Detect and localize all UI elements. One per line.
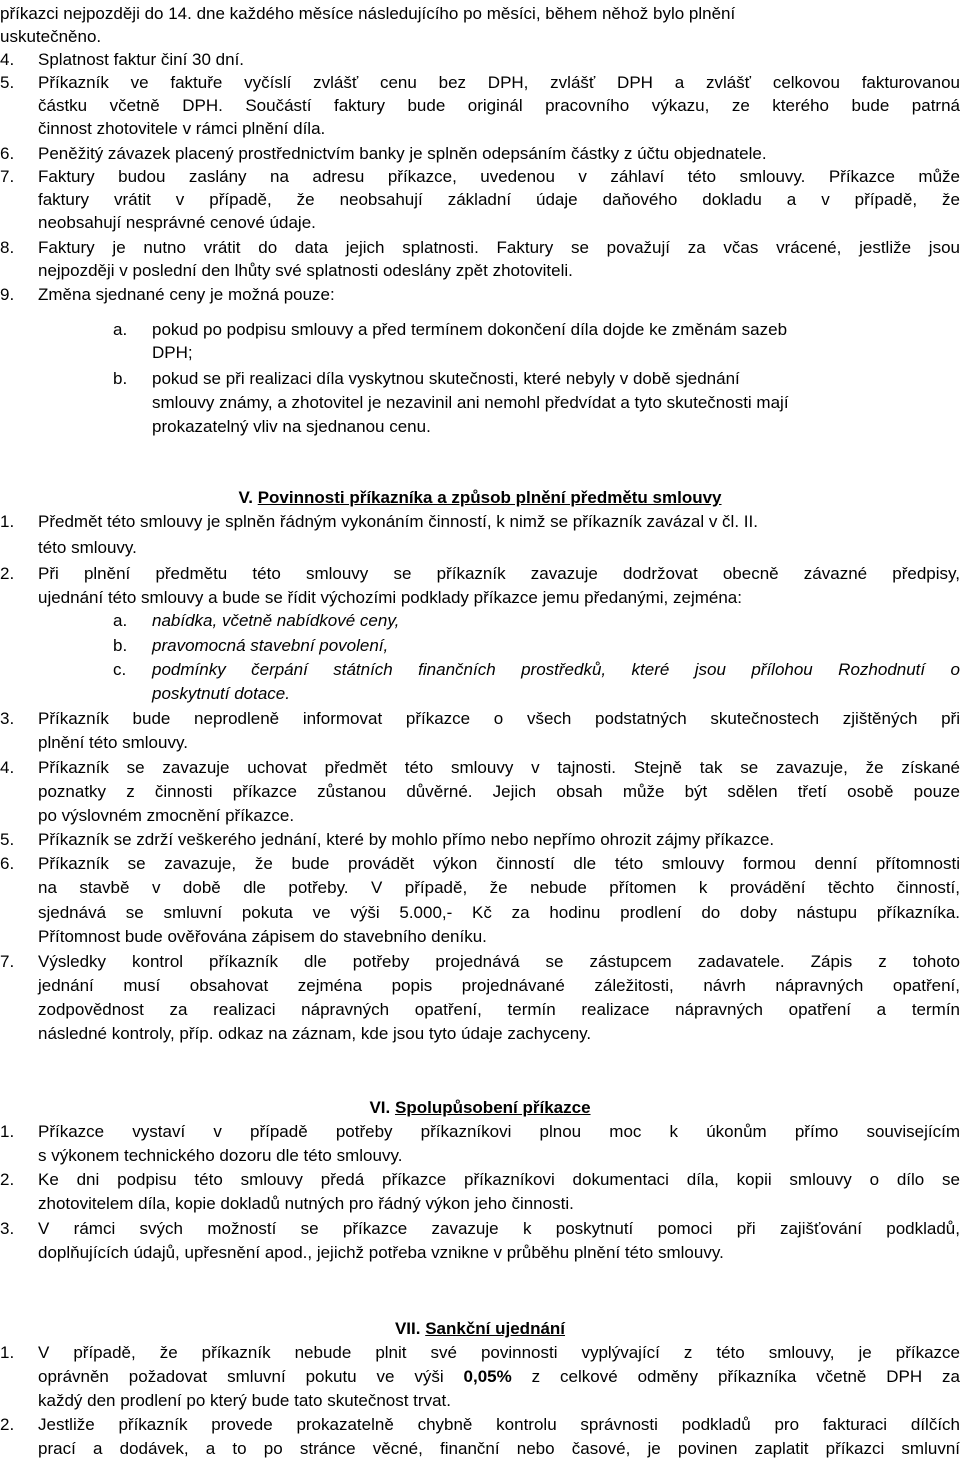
text-line: oprávněn požadovat smluvní pokutu ve výši 0,05% z celkové odměny příkazníka včetně DPH za: [38, 1367, 960, 1386]
sub-list-item: b. pravomocná stavební povolení,: [113, 636, 389, 655]
text-line: ujednání této smlouvy a bude se řídit výchozími podklady příkazce jemu předanými, zejména:: [38, 588, 742, 607]
text-line: Přítomnost bude ověřována zápisem do stavebního deníku.: [38, 927, 487, 946]
text-line: poznatky z činnosti příkazce zůstanou důvěrné. Jejich obsah může být sdělen třetí osobě pouze: [38, 782, 960, 801]
text-line: faktury vrátit v případě, že neobsahují základní údaje daňového dokladu a v případě, že: [38, 190, 960, 209]
text-line: nejpozději v poslední den lhůty své splatnosti odeslány zpět zhotoviteli.: [38, 261, 573, 280]
list-item: 8. Faktury je nutno vrátit do data jejich splatnosti. Faktury se považují za včas vrácené, jestliže jsou: [0, 238, 960, 257]
text-line: této smlouvy.: [38, 538, 137, 557]
text-line: jednání musí obsahovat zejména popis projednávané záležitosti, návrh nápravných opatření,: [38, 976, 960, 995]
text-line: každý den prodlení po který bude tato skutečnost trvat.: [38, 1391, 451, 1410]
text-line: prací a dodávek, a to po stránce věcné, finanční nebo časové, je povinen zaplatit příkazci smluvní: [38, 1439, 960, 1458]
list-item: 6. Peněžitý závazek placený prostřednictvím banky je splněn odepsáním částky z účtu objednatele.: [0, 144, 767, 163]
text-line: na stavbě v době dle potřeby. V případě, že nebude přítomen k provádění těchto činností,: [38, 878, 960, 897]
list-item: 2. Při plnění předmětu této smlouvy se příkazník zavazuje dodržovat obecně závazné předpisy,: [0, 564, 960, 583]
text-line: s výkonem technického dozoru dle této smlouvy.: [38, 1146, 403, 1165]
list-item: 4. Příkazník se zavazuje uchovat předmět této smlouvy v tajnosti. Stejně tak se zavazuje, že získané: [0, 758, 960, 777]
section-title: Spolupůsobení příkazce: [394, 1098, 591, 1117]
text-line: prokazatelný vliv na sjednanou cenu.: [152, 417, 431, 436]
list-item: 5. Příkazník ve faktuře vyčíslí zvlášť cenu bez DPH, zvlášť DPH a zvlášť celkovou fakturovanou: [0, 73, 960, 92]
sub-list-item: a. pokud po podpisu smlouvy a před termínem dokončení díla dojde ke změnám sazeb: [113, 320, 788, 339]
text-line: smlouvy známy, a zhotovitel je nezavinil ani nemohl předvídat a tyto skutečnosti mají: [152, 393, 789, 412]
text-line: činnost zhotovitele v rámci plnění díla.: [38, 119, 326, 138]
list-item: 1. Příkazce vystaví v případě potřeby příkazníkovi plnou moc k úkonům přímo souvisejícím: [0, 1122, 960, 1141]
list-item: 9. Změna sjednané ceny je možná pouze:: [0, 285, 335, 304]
text-line: neobsahují nesprávné cenové údaje.: [38, 213, 316, 232]
text-line: uskutečněno.: [0, 27, 102, 46]
list-item: 3. V rámci svých možností se příkazce zavazuje k poskytnutí pomoci při zajišťování podkladů,: [0, 1219, 960, 1238]
list-item: 7. Výsledky kontrol příkazník dle potřeby projednává se zástupcem zadavatele. Zápis z tohoto: [0, 952, 960, 971]
section-number: V.: [238, 488, 258, 507]
section-number: VII.: [394, 1319, 426, 1338]
sub-list-item: b. pokud se při realizaci díla vyskytnou skutečnosti, které nebyly v době sjednání: [113, 369, 740, 388]
text-line: DPH;: [152, 343, 193, 362]
text-line: plnění této smlouvy.: [38, 733, 188, 752]
list-item: 5. Příkazník se zdrží veškerého jednání, které by mohlo přímo nebo nepřímo ohrozit zájmy příkazce.: [0, 830, 775, 849]
section-heading: [0, 486, 960, 510]
text-line: poskytnutí dotace.: [152, 684, 290, 703]
text-line: příkazci nejpozději do 14. dne každého měsíce následujícího po měsíci, během něhož bylo plnění: [0, 4, 736, 23]
text-line: zodpovědnost za realizaci nápravných opatření, termín realizace nápravných opatření a termín: [38, 1000, 960, 1019]
list-item: 6. Příkazník se zavazuje, že bude provádět výkon činností dle této smlouvy formou denní přítomnosti: [0, 854, 960, 873]
section-heading: [0, 1096, 960, 1120]
text-line: po výslovném zmocnění příkazce.: [38, 806, 295, 825]
list-item: 4. Splatnost faktur činí 30 dní.: [0, 50, 245, 69]
section-number: VI.: [369, 1098, 395, 1117]
text-line: následné kontroly, příp. odkaz na záznam, kde jsou tyto údaje zachyceny.: [38, 1024, 592, 1043]
list-item: 7. Faktury budou zaslány na adresu příkazce, uvedenou v záhlaví této smlouvy. Příkazce může: [0, 167, 960, 186]
sub-list-item: a. nabídka, včetně nabídkové ceny,: [113, 611, 400, 630]
text-line: částku včetně DPH. Součástí faktury bude originál pracovního výkazu, ze kterého bude patrná: [38, 96, 960, 115]
penalty-rate: 0,05%: [463, 1367, 512, 1386]
section-heading: [0, 1317, 960, 1341]
text-line: sjednává se smluvní pokuta ve výši 5.000,- Kč za hodinu prodlení do doby nástupu příkazníka.: [38, 903, 960, 922]
list-item: 3. Příkazník bude neprodleně informovat příkazce o všech podstatných skutečnostech zjištěných při: [0, 709, 960, 728]
text-line: doplňujících údajů, upřesnění apod., jejichž potřeba vznikne v průběhu plnění této smlouvy.: [38, 1243, 724, 1262]
section-title: Povinnosti příkazníka a způsob plnění předmětu smlouvy: [257, 488, 722, 507]
list-item: 1. V případě, že příkazník nebude plnit své povinnosti vyplývající z této smlouvy, je příkazce: [0, 1343, 960, 1362]
sub-list-item: c. podmínky čerpání státních finančních prostředků, které jsou přílohou Rozhodnutí o: [113, 660, 960, 679]
section-title: Sankční ujednání: [425, 1319, 566, 1338]
list-item: 1. Předmět této smlouvy je splněn řádným vykonáním činností, k nimž se příkazník zavázal v čl. II.: [0, 512, 758, 531]
list-item: 2. Ke dni podpisu této smlouvy předá příkazce příkazníkovi dokumentaci díla, kopii smlouvy o dílo se: [0, 1170, 960, 1189]
list-item: 2. Jestliže příkazník provede prokazatelně chybně kontrolu správnosti podkladů pro fakturaci dílčích: [0, 1415, 960, 1434]
text-line: zhotovitelem díla, kopie dokladů nutných pro řádný výkon jeho činnosti.: [38, 1194, 574, 1213]
